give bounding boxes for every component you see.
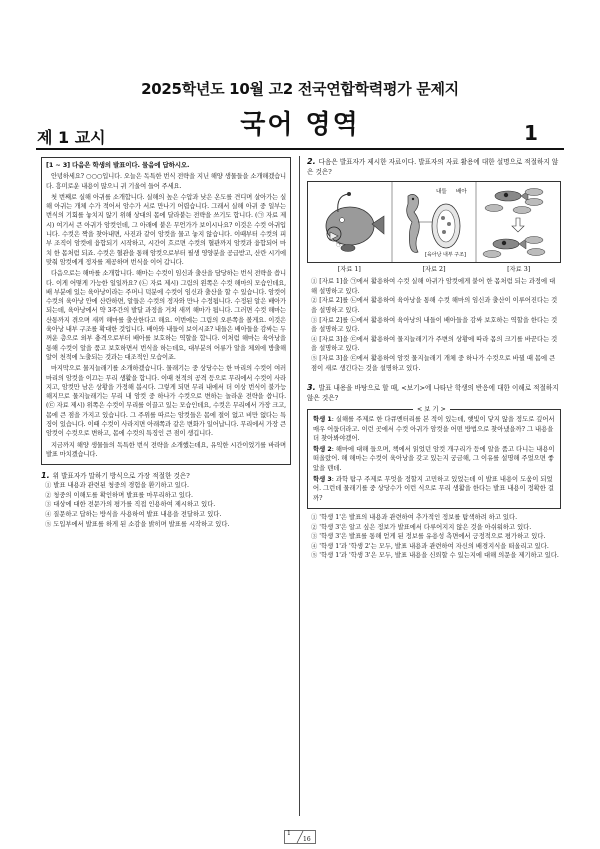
answer-option[interactable]: ④ '학생 1'과 '학생 2'는 모두, 발표 내용과 관련하여 자신의 배경지식을 떠올리고 있다.	[311, 542, 549, 550]
question-3-options	[307, 513, 561, 561]
student-comment: : 실해를 주제로 한 다큐멘터리를 본 적이 있는데, 햇빛이 닿지 않을 정도로 깊어서 매우 어둡더라고. 이런 곳에서 수컷 아귀가 암컷을 어떤 방법으로 찾아냈을까? 그 내용을 더 찾아봐야겠어.	[313, 416, 555, 442]
answer-option[interactable]: ④ 질문하고 답하는 방식을 사용하여 발표 내용을 전달하고 있다.	[45, 510, 222, 518]
student-label: 학생 3	[313, 476, 332, 484]
answer-option[interactable]: ④ [자료 3]을 ㉢에서 활용하여 물지늘래기가 주변의 상황에 따라 몸의 크기를 바꾼다는 것을 설명하고 있다.	[311, 335, 558, 353]
figure-caption: [자료 2]	[422, 266, 446, 273]
student-label: 학생 1	[313, 416, 332, 424]
answer-option[interactable]: ① [자료 1]을 ㉠에서 활용하여 수컷 실해 아귀가 암컷에게 붙어 한 몸처럼 되는 과정에 대해 설명하고 있다.	[311, 278, 556, 295]
answer-option[interactable]: ③ 대상에 대한 전문가의 평가를 직접 인용하여 제시하고 있다.	[45, 501, 216, 509]
figure-illustrations	[308, 182, 560, 262]
question-2	[307, 157, 561, 177]
answer-option[interactable]: ⑤ 도입부에서 발표를 하게 된 소감을 밝히며 발표를 시작하고 있다.	[45, 520, 230, 528]
question-2-options	[307, 277, 561, 373]
left-column	[41, 157, 291, 529]
question-number: 3.	[307, 383, 316, 393]
session-label: 제 1 교시	[37, 128, 106, 147]
seahorse-icon	[407, 194, 460, 252]
page-footer	[284, 830, 316, 844]
footer-current-page: 1	[287, 830, 291, 837]
passage-paragraph: 마지막으로 물지늘래기를 소개하겠습니다. 물래기는 중 상당수는 한 마리의 수컷이 여러 마리의 암컷을 이끄는 무리 생활을 합니다. 이때 천적의 공격 등으로 무리에서 수컷이 사라지고, 암컷만 남은 상황을 가정해 봅시다. 그렇게 되면 무리 내에서 더 이상 번식이 불가능해지므로 물지늘래기는 무리 내 암컷 중 하나가 수컷으로 변하는 놀라운 전략을 씁니다. (㉢ 자료 제시) 위쪽은 수컷이 무리를 이끌고 있는 모습인데요, 수컷은 무리에서 가장 크고, 몸에 큰 점을 가지고 있습니다. 그 주위를 따르는 암컷들은 몸에 절이 없고 비만 없다는 특징이 있습니다. 이때 수컷이 사라지면 아래쪽과 같은 변화가 일어납니다. 무리에서 가장 큰 암컷이 수컷으로 변하고, 몸에 수컷의 특징인 큰 점이 생깁니다.	[46, 365, 286, 438]
column-divider	[299, 156, 300, 816]
answer-option[interactable]: ① '학생 1'은 발표의 내용과 관련하여 추가적인 정보를 탐색하려 하고 있다.	[311, 513, 518, 521]
passage-paragraph: 다음으로는 해마를 소개합니다. 해마는 수컷이 임신과 출산을 담당하는 번식 전략을 씁니다. 이게 어떻게 가능한 일일까요? (㉡ 자료 제시) 그림의 왼쪽은 수컷 해마의 모습인데요, 배 부분에 있는 육아낭이라는 주머니 덕분에 수컷이 임신과 출산을 할 수 있습니다. 암컷이 수컷의 육아낭 안에 산란하면, 알들은 수컷의 정자와 만나 수정됩니다. 수정된 알은 배아가 되는데, 육아낭에서 약 3주간의 발달 과정을 거쳐 새끼 해마가 됩니다. 그러면 수컷 해마는 산통까지 겪으며 새끼 해마를 출산한다고 해요. 이번에는 그림의 오른쪽을 볼게요. 이것은 육아낭 내부 구조를 확대한 것입니다. 배아와 내들이 보이시죠? 내들은 배아들을 감싸는 두꺼운 층으로 외부 충격으로부터 배아를 보호하는 역할을 합니다. 이처럼 해마는 육아낭을 통해 수컷이 알을 품고 보호하면서 번식을 하는데요, 대부분의 어류가 알을 체외에 방출해 알이 천적에 노출되는 것과는 대조적인 모습이죠.	[46, 270, 286, 361]
student-comment: : 해마에 대해 들으며, 책에서 읽었던 암컷 개구리가 등에 알을 품고 다니는 내용이 떠올랐어. 해 해마는 수컷이 육아낭을 갖고 있는지 궁금해, 그 이유를 설명해 주었으면 좋았을 텐데.	[313, 446, 555, 472]
question-number: 2.	[307, 157, 316, 166]
student-label: 학생 2	[313, 446, 332, 454]
bogi-entry	[313, 445, 555, 473]
passage-instruction: [1 ~ 3] 다음은 학생의 발표이다. 물음에 답하시오.	[46, 161, 190, 169]
anglerfish-icon	[326, 192, 384, 252]
figure-box	[307, 181, 561, 263]
answer-option[interactable]: ③ '학생 3'은 발표를 통해 얻게 된 정보를 유용성 측면에서 긍정적으로 평가하고 있다.	[311, 533, 546, 541]
question-3	[307, 383, 561, 403]
page-number: 1	[524, 121, 538, 145]
figure-label-structure: [육아낭 내부 구조]	[425, 252, 466, 258]
question-number: 1.	[41, 471, 50, 481]
answer-option[interactable]: ⑤ '학생 1'과 '학생 3'은 모두, 발표 내용을 신뢰할 수 있는지에 대해 의문을 제기하고 있다.	[311, 552, 559, 560]
question-stem: 다음은 발표자가 제시한 자료이다. 발표자의 자료 활용에 대한 설명으로 적절하지 않은 것은?	[307, 158, 559, 176]
svg-text:㉠: ㉠	[336, 242, 342, 248]
passage-paragraph: 지금까지 해양 생물들의 독특한 번식 전략을 소개했는데요, 유익한 시간이었기를 바라며 발표 마치겠습니다.	[46, 441, 286, 458]
figure-caption: [자료 1]	[337, 266, 361, 273]
passage-paragraph: 첫 번째로 실해 아귀를 소개합니다. 실해의 높은 수압과 낮은 온도를 견디며 살아가는 실해 아귀는 개체 수가 적어서 암수가 서로 만나기 어렵습니다. 그래서 실해 아귀 중 일부는 번식의 기회를 놓치지 않기 위해 상대의 몸에 달라붙는 전략을 쓰기도 합니다. (㉠ 자료 제시) 여기서 큰 아귀가 암컷인데, 그 아래에 붙은 무언가가 보이시나요? 이것은 수컷 아귀입니다. 수컷은 짝을 찾아내면, 사진과 같이 암컷을 물고 놓지 않습니다. 이때부터 수컷의 피부 조직이 암컷에 융합되기 시작하고, 시간이 흐르면 수컷의 혈관까지 암컷과 융합되어 마치 한 몸처럼 되죠. 수컷은 혈관을 통해 암컷으로부터 필생 영양분을 공급받고, 산란 시기에 맞춰 암컷에게 정자를 제공하며 번식을 이어 갑니다.	[46, 193, 286, 266]
figure-label-embryo: 배아	[456, 189, 467, 195]
fish-group-icon	[483, 189, 545, 258]
answer-option[interactable]: ② [자료 2]를 ㉡에서 활용하여 육아낭을 통해 수컷 해마의 임신과 출산이 이루어진다는 것을 설명하고 있다.	[311, 297, 558, 315]
question-stem: 위 발표자가 말하기 방식으로 가장 적절한 것은?	[52, 472, 190, 481]
passage-paragraph: 안녕하세요? ○○○입니다. 오늘은 독특한 번식 전략을 지닌 해양 생물들을 소개해겠습니다. 흥미로운 내용이 많으니 귀 기울여 들어 주세요.	[46, 173, 286, 190]
figure-caption: [자료 3]	[507, 266, 531, 273]
question-stem: 발표 내용을 바탕으로 할 때, <보기>에 나타난 학생의 반응에 대한 이해로 적절하지 않은 것은?	[307, 384, 559, 403]
passage-box	[41, 157, 291, 465]
bogi-title: < 보 기 >	[413, 405, 450, 414]
answer-option[interactable]: ② '학생 3'은 알고 싶은 정보가 발표에서 다루어지지 않은 것을 아쉬워하고 있다.	[311, 523, 532, 531]
bogi-entry	[313, 475, 555, 503]
exam-title-line: 2025학년도 10월 고2 전국연합학력평가 문제지	[141, 80, 459, 98]
bogi-box	[307, 406, 561, 509]
figure-label-inner: 내들	[436, 189, 447, 195]
answer-option[interactable]: ⑤ [자료 3]을 ㉢에서 활용하여 암컷 물지늘래기 개체 중 하나가 수컷으로 바뀔 때 몸에 큰 점이 새로 생긴다는 것을 설명하고 있다.	[311, 355, 556, 372]
bogi-entry	[313, 415, 555, 443]
student-comment: : 과학 탐구 주제로 무엇을 정할지 고민하고 있었는데 이 발표 내용이 도움이 되었어. 그런데 물래기를 중 상당수가 이런 식으로 무리 생활을 한다는 발표 내용이 정확한 걸까?	[313, 476, 554, 502]
answer-option[interactable]: ② 청중의 이해도를 확인하며 발표를 마무리하고 있다.	[45, 491, 194, 499]
header-rule	[36, 148, 564, 150]
right-column	[307, 157, 561, 561]
figure-captions	[307, 265, 561, 274]
question-1	[41, 471, 291, 529]
answer-option[interactable]: ③ [자료 2]를 ㉡에서 활용하여 육아낭의 내들이 배아들을 감싸 보호하는 역할을 한다는 것을 설명하고 있다.	[311, 316, 558, 334]
footer-total-pages: 16	[303, 836, 311, 843]
subject-title: 국어 영역	[240, 110, 360, 140]
answer-option[interactable]: ① 발표 내용과 관련된 청중의 경험을 환기하고 있다.	[45, 482, 189, 490]
